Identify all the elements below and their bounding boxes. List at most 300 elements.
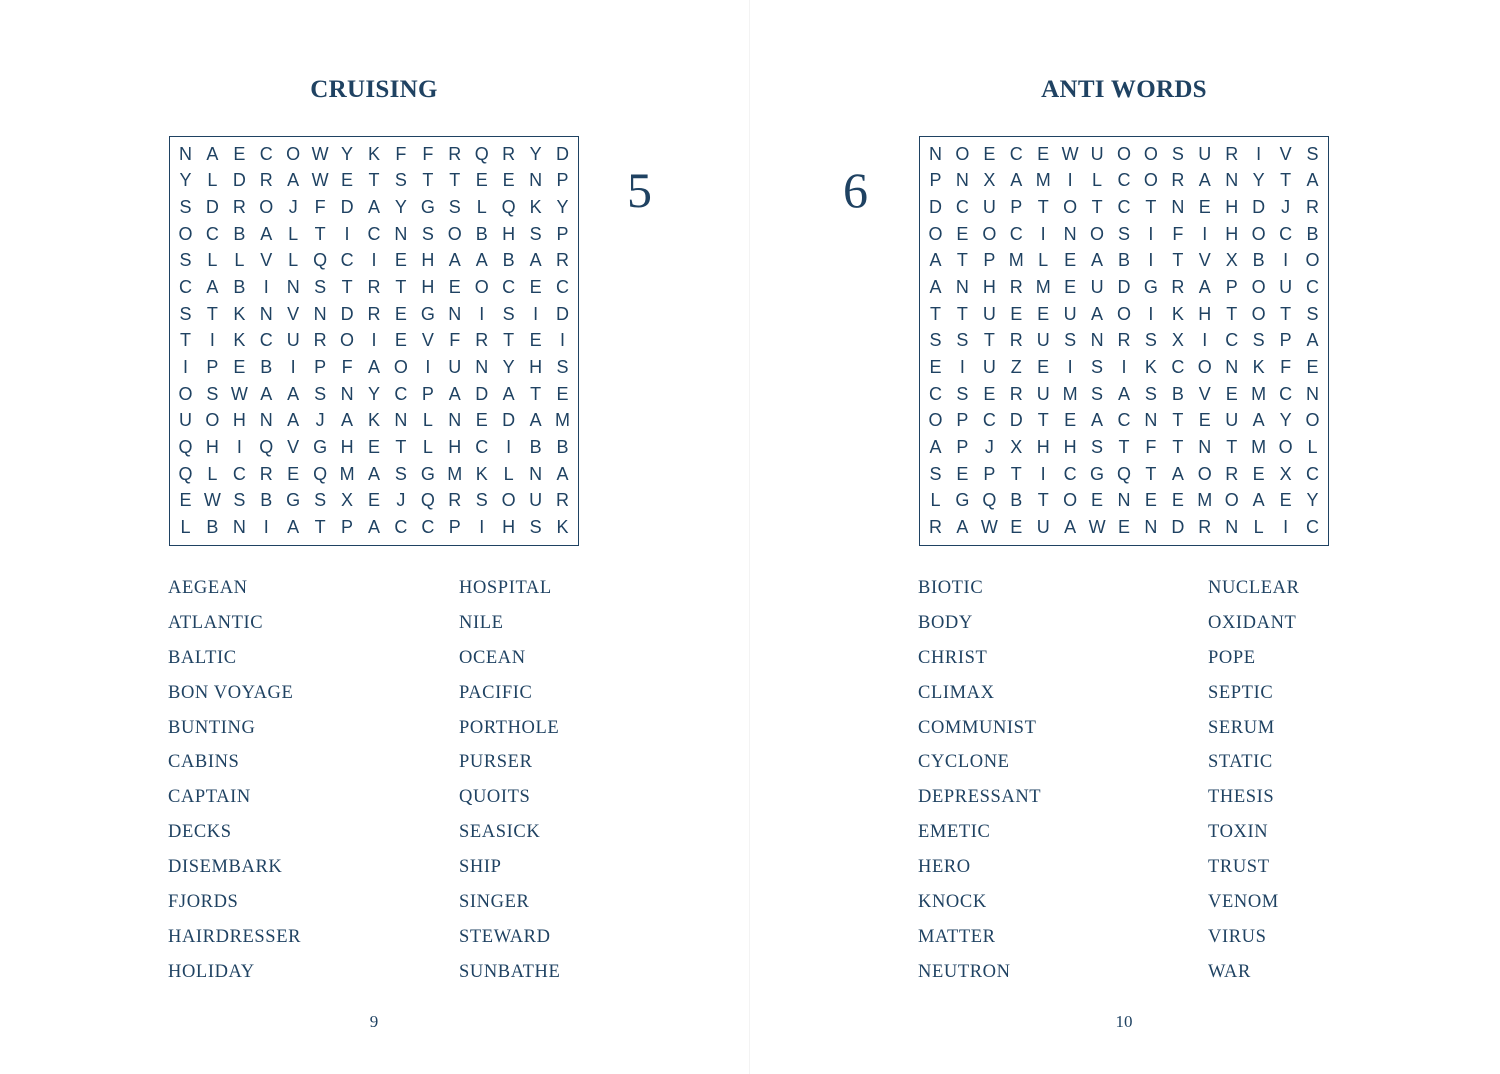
grid-letter: E — [1037, 357, 1050, 378]
grid-letter: I — [479, 303, 485, 324]
grid-letter: I — [533, 303, 539, 324]
grid-letter: C — [1117, 170, 1131, 191]
grid-letter: H — [1063, 437, 1077, 458]
grid-letter: T — [449, 170, 461, 191]
grid-letter: N — [286, 277, 300, 298]
grid-letter: U — [1036, 517, 1050, 538]
grid-letter: C — [421, 517, 435, 538]
grid-letter: P — [1010, 197, 1023, 218]
grid-letter: I — [236, 437, 242, 458]
grid-letter: A — [341, 410, 354, 431]
grid-letter: D — [556, 303, 570, 324]
grid-letter: A — [1198, 277, 1211, 298]
grid-letter: B — [1171, 383, 1184, 404]
grid-letter: D — [340, 303, 354, 324]
grid-letter: D — [502, 410, 516, 431]
grid-letter: O — [1090, 223, 1105, 244]
puzzle-title: CRUISING — [310, 76, 438, 103]
grid-letter: T — [1037, 410, 1049, 431]
grid-letter: C — [340, 250, 354, 271]
grid-letter: R — [448, 143, 462, 164]
word-list-item: DECKS — [168, 822, 232, 843]
grid-letter: C — [232, 463, 246, 484]
grid-letter: H — [421, 250, 435, 271]
grid-letter: E — [1171, 490, 1184, 511]
grid-letter: T — [341, 277, 353, 298]
grid-letter: T — [368, 170, 380, 191]
grid-letter: A — [929, 277, 942, 298]
grid-letter: D — [205, 197, 219, 218]
grid-letter: E — [394, 303, 407, 324]
grid-letter: C — [259, 143, 273, 164]
grid-letter: S — [1144, 383, 1157, 404]
grid-letter: I — [1040, 223, 1046, 244]
grid-letter: Y — [367, 383, 380, 404]
grid-letter: A — [287, 383, 300, 404]
grid-letter: O — [286, 143, 301, 164]
grid-letter: L — [207, 250, 218, 271]
word-list-item: ATLANTIC — [168, 612, 264, 633]
grid-letter: R — [259, 463, 273, 484]
grid-letter: A — [367, 463, 380, 484]
grid-letter: J — [984, 437, 994, 458]
grid-letter: C — [502, 277, 516, 298]
grid-letter: I — [1148, 303, 1154, 324]
grid-letter: C — [1306, 277, 1320, 298]
word-list-item: BUNTING — [168, 717, 256, 738]
grid-letter: Y — [1279, 410, 1292, 431]
grid-letter: T — [206, 303, 218, 324]
grid-letter: R — [259, 170, 273, 191]
grid-letter: D — [1009, 410, 1023, 431]
word-list-item: NEUTRON — [918, 961, 1011, 982]
grid-letter: S — [421, 223, 434, 244]
grid-letter: P — [206, 357, 219, 378]
word-list-item: QUOITS — [459, 787, 531, 808]
grid-letter: S — [1144, 330, 1157, 351]
grid-letter: T — [1010, 463, 1022, 484]
grid-letter: S — [1091, 357, 1104, 378]
grid-letter: C — [367, 223, 381, 244]
word-list-item: SINGER — [459, 892, 530, 913]
word-list-item: STEWARD — [459, 926, 551, 947]
word-list-item: CHRIST — [918, 647, 988, 668]
grid-letter: J — [396, 490, 406, 511]
grid-letter: V — [287, 303, 300, 324]
grid-letter: I — [506, 437, 512, 458]
grid-letter: I — [263, 277, 269, 298]
grid-letter: N — [259, 410, 273, 431]
grid-letter: A — [956, 517, 969, 538]
grid-letter: Y — [341, 143, 354, 164]
grid-letter: O — [1278, 437, 1293, 458]
grid-letter: H — [421, 277, 435, 298]
grid-letter: I — [479, 517, 485, 538]
grid-letter: O — [1143, 170, 1158, 191]
grid-letter: M — [555, 410, 571, 431]
grid-letter: I — [1202, 223, 1208, 244]
grid-letter: G — [313, 437, 328, 458]
grid-letter: N — [1144, 517, 1158, 538]
grid-letter: T — [1280, 303, 1292, 324]
word-list-item: DEPRESSANT — [918, 787, 1042, 808]
grid-letter: L — [1307, 437, 1318, 458]
grid-letter: S — [1091, 437, 1104, 458]
grid-letter: Y — [394, 197, 407, 218]
grid-letter: E — [475, 170, 488, 191]
grid-letter: I — [371, 330, 377, 351]
grid-letter: R — [1171, 170, 1185, 191]
grid-letter: F — [449, 330, 461, 351]
grid-letter: A — [1306, 330, 1319, 351]
grid-letter: P — [956, 410, 969, 431]
grid-letter: U — [1090, 143, 1104, 164]
grid-letter: K — [529, 197, 542, 218]
grid-letter: M — [1008, 250, 1024, 271]
grid-letter: D — [928, 197, 942, 218]
grid-letter: E — [1037, 143, 1050, 164]
grid-letter: G — [420, 303, 435, 324]
grid-letter: K — [1252, 357, 1265, 378]
grid-letter: U — [982, 197, 996, 218]
grid-letter: L — [207, 170, 218, 191]
grid-letter: C — [1306, 463, 1320, 484]
grid-letter: O — [1063, 197, 1078, 218]
grid-letter: D — [556, 143, 570, 164]
grid-letter: H — [232, 410, 246, 431]
grid-letter: S — [1064, 330, 1077, 351]
grid-letter: F — [422, 143, 434, 164]
grid-letter: E — [1091, 490, 1104, 511]
grid-letter: H — [340, 437, 354, 458]
grid-letter: B — [260, 357, 273, 378]
grid-letter: R — [232, 197, 246, 218]
grid-letter: L — [930, 490, 941, 511]
grid-letter: A — [367, 357, 380, 378]
right-page — [750, 0, 1500, 1074]
grid-letter: S — [314, 277, 327, 298]
grid-letter: B — [1252, 250, 1265, 271]
grid-letter: N — [340, 383, 354, 404]
grid-letter: U — [1036, 330, 1050, 351]
grid-letter: A — [1091, 303, 1104, 324]
grid-letter: H — [982, 277, 996, 298]
grid-letter: A — [929, 437, 942, 458]
word-list-item: SEPTIC — [1208, 682, 1274, 703]
grid-letter: R — [556, 250, 570, 271]
grid-letter: A — [529, 410, 542, 431]
grid-letter: C — [556, 277, 570, 298]
word-list-column-1 — [168, 574, 301, 993]
grid-letter: A — [287, 170, 300, 191]
grid-letter: O — [928, 223, 943, 244]
grid-letter: P — [314, 357, 327, 378]
grid-letter: H — [1036, 437, 1050, 458]
grid-letter: T — [1118, 437, 1130, 458]
grid-letter: L — [422, 410, 433, 431]
grid-letter: E — [475, 410, 488, 431]
grid-letter: G — [286, 490, 301, 511]
grid-letter: R — [1009, 383, 1023, 404]
grid-letter: A — [1117, 383, 1130, 404]
grid-letter: Q — [1116, 463, 1131, 484]
grid-letter: S — [1306, 303, 1319, 324]
grid-letter: S — [556, 357, 569, 378]
grid-letter: S — [1306, 143, 1319, 164]
grid-letter: A — [1091, 250, 1104, 271]
grid-letter: S — [956, 383, 969, 404]
grid-letter: O — [1063, 490, 1078, 511]
grid-letter: E — [1144, 490, 1157, 511]
grid-letter: Y — [556, 197, 569, 218]
grid-letter: U — [982, 357, 996, 378]
word-list-item: THESIS — [1208, 787, 1275, 808]
grid-letter: B — [502, 250, 515, 271]
grid-letter: H — [205, 437, 219, 458]
grid-letter: F — [341, 357, 353, 378]
grid-letter: F — [395, 143, 407, 164]
word-list-item: COMMUNIST — [918, 717, 1037, 738]
word-list-item: PURSER — [459, 752, 533, 773]
grid-letter: L — [1253, 517, 1264, 538]
grid-letter: T — [956, 303, 968, 324]
grid-letter: M — [447, 463, 463, 484]
grid-letter: N — [259, 303, 273, 324]
grid-letter: N — [955, 277, 969, 298]
grid-letter: S — [502, 303, 515, 324]
word-list-item: TRUST — [1208, 857, 1270, 878]
grid-letter: V — [1198, 383, 1211, 404]
grid-letter: O — [955, 143, 970, 164]
grid-letter: E — [367, 490, 380, 511]
grid-letter: K — [1171, 303, 1184, 324]
grid-letter: E — [529, 277, 542, 298]
grid-letter: O — [1251, 223, 1266, 244]
grid-letter: I — [1202, 330, 1208, 351]
page-number: 10 — [1115, 1012, 1133, 1031]
grid-letter: E — [556, 383, 569, 404]
grid-letter: C — [394, 383, 408, 404]
grid-letter: Q — [313, 250, 328, 271]
word-list-item: CLIMAX — [918, 682, 995, 703]
grid-letter: T — [1226, 437, 1238, 458]
grid-letter: B — [1306, 223, 1319, 244]
grid-letter: N — [1090, 330, 1104, 351]
grid-letter: Z — [1010, 357, 1022, 378]
grid-letter: L — [422, 437, 433, 458]
grid-letter: I — [1283, 250, 1289, 271]
grid-letter: T — [1037, 490, 1049, 511]
grid-letter: I — [1040, 463, 1046, 484]
grid-letter: E — [1252, 463, 1265, 484]
word-list-column-2 — [1208, 574, 1300, 993]
word-search-grid — [919, 136, 1329, 546]
grid-letter: N — [1063, 223, 1077, 244]
grid-letter: F — [1280, 357, 1292, 378]
grid-letter: I — [263, 517, 269, 538]
grid-letter: R — [1009, 277, 1023, 298]
grid-letter: T — [314, 223, 326, 244]
word-list-item: OCEAN — [459, 647, 526, 668]
grid-letter: I — [425, 357, 431, 378]
grid-letter: O — [447, 223, 462, 244]
grid-letter: T — [1226, 303, 1238, 324]
grid-letter: N — [529, 463, 543, 484]
word-search-grid — [169, 136, 579, 546]
grid-letter: W — [980, 517, 998, 538]
grid-letter: X — [983, 170, 996, 191]
grid-letter: B — [529, 437, 542, 458]
word-list-item: PORTHOLE — [459, 717, 560, 738]
word-list-item: NILE — [459, 612, 504, 633]
grid-letter: N — [1225, 517, 1239, 538]
grid-letter: I — [1067, 357, 1073, 378]
grid-letter: T — [530, 383, 542, 404]
grid-letter: E — [1198, 410, 1211, 431]
grid-letter: S — [179, 197, 192, 218]
word-list-item: NUCLEAR — [1208, 578, 1300, 598]
grid-letter: I — [959, 357, 965, 378]
grid-letter: F — [1172, 223, 1184, 244]
word-list-item: CABINS — [168, 752, 240, 773]
grid-letter: T — [503, 330, 515, 351]
grid-letter: B — [233, 277, 246, 298]
grid-letter: S — [394, 463, 407, 484]
grid-letter: A — [206, 277, 219, 298]
grid-letter: J — [288, 197, 298, 218]
word-list-item: BODY — [918, 612, 973, 633]
grid-letter: U — [178, 410, 192, 431]
grid-letter: P — [556, 170, 569, 191]
grid-letter: C — [1009, 143, 1023, 164]
grid-letter: C — [475, 437, 489, 458]
grid-letter: K — [233, 303, 246, 324]
grid-letter: N — [1117, 490, 1131, 511]
grid-letter: A — [287, 517, 300, 538]
grid-letter: B — [556, 437, 569, 458]
grid-letter: C — [928, 383, 942, 404]
grid-letter: O — [340, 330, 355, 351]
grid-letter: N — [1144, 410, 1158, 431]
grid-letter: L — [503, 463, 514, 484]
grid-letter: I — [1148, 223, 1154, 244]
grid-letter: O — [928, 410, 943, 431]
grid-letter: O — [1224, 490, 1239, 511]
grid-letter: R — [1225, 463, 1239, 484]
grid-letter: C — [955, 197, 969, 218]
grid-letter: G — [1143, 277, 1158, 298]
grid-letter: P — [448, 517, 461, 538]
grid-letter: K — [367, 410, 380, 431]
grid-letter: B — [260, 490, 273, 511]
word-list-item: STATIC — [1208, 752, 1273, 773]
grid-letter: V — [421, 330, 434, 351]
grid-letter: X — [1171, 330, 1184, 351]
grid-letter: O — [1305, 410, 1320, 431]
grid-letter: L — [207, 463, 218, 484]
word-list-item: SERUM — [1208, 717, 1275, 738]
grid-letter: D — [1252, 197, 1266, 218]
grid-letter: V — [1279, 143, 1292, 164]
grid-letter: S — [448, 197, 461, 218]
grid-letter: B — [233, 223, 246, 244]
grid-letter: M — [339, 463, 355, 484]
word-list-item: TOXIN — [1208, 822, 1269, 843]
word-list-item: FJORDS — [168, 892, 239, 913]
grid-letter: L — [1092, 170, 1103, 191]
grid-letter: E — [179, 490, 192, 511]
word-list-item: HOLIDAY — [168, 961, 255, 982]
grid-letter: N — [475, 357, 489, 378]
grid-letter: W — [1061, 143, 1079, 164]
grid-letter: E — [1037, 303, 1050, 324]
grid-letter: A — [260, 223, 273, 244]
grid-letter: T — [1037, 197, 1049, 218]
word-list-item: BON VOYAGE — [168, 682, 294, 703]
grid-letter: R — [367, 277, 381, 298]
grid-letter: L — [476, 197, 487, 218]
grid-letter: W — [311, 143, 329, 164]
grid-letter: T — [179, 330, 191, 351]
grid-letter: T — [395, 277, 407, 298]
grid-letter: K — [367, 143, 380, 164]
grid-letter: N — [394, 410, 408, 431]
word-list-item: SEASICK — [459, 822, 541, 843]
grid-letter: E — [394, 250, 407, 271]
grid-letter: M — [1251, 437, 1267, 458]
grid-letter: N — [1306, 383, 1320, 404]
word-list-item: EMETIC — [918, 822, 991, 843]
grid-letter: T — [929, 303, 941, 324]
grid-letter: Q — [178, 437, 193, 458]
grid-letter: U — [286, 330, 300, 351]
grid-letter: T — [395, 437, 407, 458]
grid-letter: W — [203, 490, 221, 511]
grid-letter: Y — [179, 170, 192, 191]
grid-letter: R — [502, 143, 516, 164]
grid-letter: U — [448, 357, 462, 378]
grid-letter: N — [313, 303, 327, 324]
word-list-item: VIRUS — [1208, 926, 1267, 947]
grid-letter: E — [1225, 383, 1238, 404]
grid-letter: Q — [259, 437, 274, 458]
grid-letter: C — [1306, 517, 1320, 538]
grid-letter: I — [560, 330, 566, 351]
grid-letter: B — [1117, 250, 1130, 271]
grid-letter: W — [311, 170, 329, 191]
grid-letter: C — [259, 330, 273, 351]
grid-letter: A — [1064, 517, 1077, 538]
grid-letter: U — [1198, 143, 1212, 164]
grid-letter: Y — [502, 357, 515, 378]
word-list-item: HAIRDRESSER — [168, 926, 302, 947]
grid-letter: O — [1251, 277, 1266, 298]
grid-letter: O — [501, 490, 516, 511]
word-list-item: SHIP — [459, 857, 502, 878]
grid-letter: M — [1035, 277, 1051, 298]
grid-letter: E — [1064, 410, 1077, 431]
puzzle-number: 6 — [843, 162, 868, 218]
grid-letter: O — [982, 223, 997, 244]
grid-letter: N — [448, 303, 462, 324]
grid-letter: S — [1171, 143, 1184, 164]
grid-letter: C — [394, 517, 408, 538]
grid-letter: O — [259, 197, 274, 218]
grid-letter: R — [1225, 143, 1239, 164]
grid-letter: A — [475, 250, 488, 271]
grid-letter: H — [1198, 303, 1212, 324]
grid-letter: P — [341, 517, 354, 538]
